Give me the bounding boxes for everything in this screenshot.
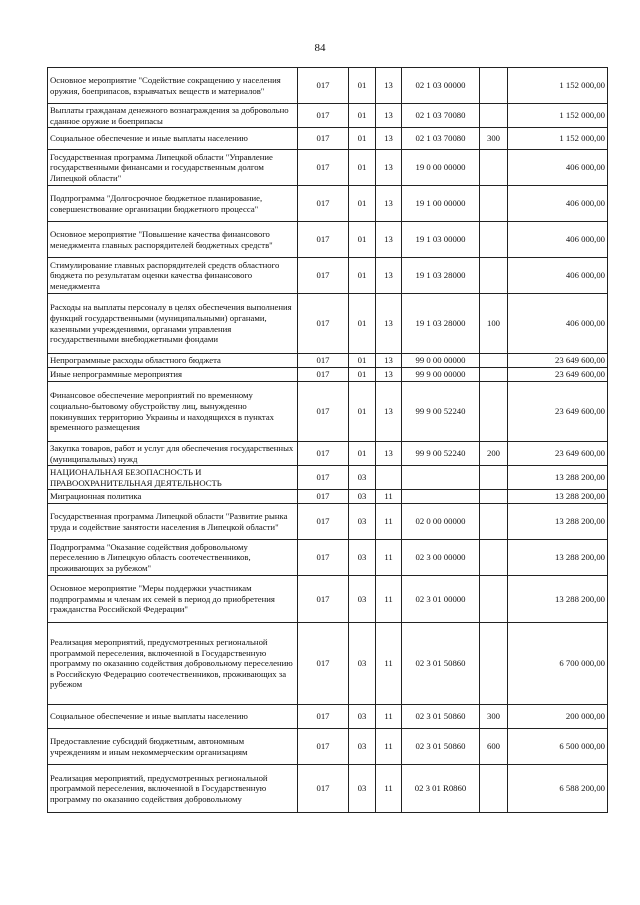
table-row bbox=[48, 540, 608, 576]
subsection-code-cell: 13 bbox=[376, 368, 402, 382]
section-code-cell: 03 bbox=[349, 705, 376, 729]
expense-name-cell: Социальное обеспечение и иные выплаты населению bbox=[48, 128, 298, 150]
ministry-code-cell: 017 bbox=[298, 729, 349, 765]
target-article-cell: 02 0 00 00000 bbox=[402, 504, 480, 540]
section-code-cell: 01 bbox=[349, 382, 376, 442]
table-body bbox=[48, 68, 608, 813]
target-article-cell: 99 9 00 00000 bbox=[402, 368, 480, 382]
expense-type-cell bbox=[480, 540, 508, 576]
expense-type-cell: 300 bbox=[480, 705, 508, 729]
table-row bbox=[48, 504, 608, 540]
target-article-cell: 02 3 01 00000 bbox=[402, 576, 480, 623]
table-row bbox=[48, 466, 608, 490]
subsection-code-cell: 11 bbox=[376, 765, 402, 813]
target-article-cell: 99 9 00 52240 bbox=[402, 442, 480, 466]
ministry-code-cell: 017 bbox=[298, 354, 349, 368]
target-article-cell: 02 3 01 50860 bbox=[402, 705, 480, 729]
expense-type-cell bbox=[480, 765, 508, 813]
expense-name-cell: Подпрограмма "Оказание содействия добровольному переселению в Липецкую область соотечественников, проживающих за рубежом" bbox=[48, 540, 298, 576]
section-code-cell: 03 bbox=[349, 729, 376, 765]
target-article-cell: 19 1 03 28000 bbox=[402, 294, 480, 354]
ministry-code-cell: 017 bbox=[298, 258, 349, 294]
section-code-cell: 01 bbox=[349, 128, 376, 150]
section-code-cell: 03 bbox=[349, 576, 376, 623]
expense-type-cell bbox=[480, 104, 508, 128]
table-row bbox=[48, 68, 608, 104]
target-article-cell: 19 0 00 00000 bbox=[402, 150, 480, 186]
section-code-cell: 03 bbox=[349, 504, 376, 540]
amount-cell: 406 000,00 bbox=[508, 222, 608, 258]
expense-type-cell bbox=[480, 466, 508, 490]
subsection-code-cell: 13 bbox=[376, 354, 402, 368]
amount-cell: 6 588 200,00 bbox=[508, 765, 608, 813]
amount-cell: 23 649 600,00 bbox=[508, 354, 608, 368]
expense-type-cell bbox=[480, 150, 508, 186]
target-article-cell: 02 1 03 70080 bbox=[402, 104, 480, 128]
table-row bbox=[48, 128, 608, 150]
section-code-cell: 03 bbox=[349, 466, 376, 490]
table-row bbox=[48, 729, 608, 765]
section-code-cell: 01 bbox=[349, 258, 376, 294]
expense-type-cell bbox=[480, 382, 508, 442]
ministry-code-cell: 017 bbox=[298, 765, 349, 813]
table-row bbox=[48, 150, 608, 186]
amount-cell: 200 000,00 bbox=[508, 705, 608, 729]
table-row bbox=[48, 705, 608, 729]
table-row bbox=[48, 294, 608, 354]
expense-type-cell bbox=[480, 186, 508, 222]
amount-cell: 406 000,00 bbox=[508, 258, 608, 294]
section-code-cell: 01 bbox=[349, 186, 376, 222]
expense-type-cell bbox=[480, 490, 508, 504]
subsection-code-cell: 13 bbox=[376, 294, 402, 354]
amount-cell: 1 152 000,00 bbox=[508, 104, 608, 128]
amount-cell: 406 000,00 bbox=[508, 186, 608, 222]
table-row bbox=[48, 258, 608, 294]
ministry-code-cell: 017 bbox=[298, 294, 349, 354]
ministry-code-cell: 017 bbox=[298, 466, 349, 490]
expense-type-cell bbox=[480, 623, 508, 705]
amount-cell: 13 288 200,00 bbox=[508, 466, 608, 490]
target-article-cell: 02 3 01 R0860 bbox=[402, 765, 480, 813]
target-article-cell: 99 0 00 00000 bbox=[402, 354, 480, 368]
expense-name-cell: Реализация мероприятий, предусмотренных региональной программой переселения, включенной в Государственную программу по оказанию содействия добровольному bbox=[48, 765, 298, 813]
ministry-code-cell: 017 bbox=[298, 705, 349, 729]
subsection-code-cell: 11 bbox=[376, 623, 402, 705]
target-article-cell bbox=[402, 490, 480, 504]
expense-name-cell: Основное мероприятие "Содействие сокращению у населения оружия, боеприпасов, взрывчатых веществ и материалов" bbox=[48, 68, 298, 104]
subsection-code-cell: 13 bbox=[376, 104, 402, 128]
ministry-code-cell: 017 bbox=[298, 186, 349, 222]
page-number: 84 bbox=[314, 42, 326, 54]
subsection-code-cell: 13 bbox=[376, 150, 402, 186]
amount-cell: 406 000,00 bbox=[508, 294, 608, 354]
section-code-cell: 01 bbox=[349, 442, 376, 466]
subsection-code-cell: 11 bbox=[376, 490, 402, 504]
expense-name-cell: Непрограммные расходы областного бюджета bbox=[48, 354, 298, 368]
subsection-code-cell: 11 bbox=[376, 729, 402, 765]
expense-name-cell: Социальное обеспечение и иные выплаты населению bbox=[48, 705, 298, 729]
expense-name-cell: НАЦИОНАЛЬНАЯ БЕЗОПАСНОСТЬ И ПРАВООХРАНИТЕЛЬНАЯ ДЕЯТЕЛЬНОСТЬ bbox=[48, 466, 298, 490]
target-article-cell: 02 3 00 00000 bbox=[402, 540, 480, 576]
expense-name-cell: Выплаты гражданам денежного вознаграждения за добровольно сданное оружие и боеприпасы bbox=[48, 104, 298, 128]
expense-type-cell bbox=[480, 354, 508, 368]
table-row bbox=[48, 382, 608, 442]
table-row bbox=[48, 354, 608, 368]
table-row bbox=[48, 186, 608, 222]
expense-type-cell bbox=[480, 368, 508, 382]
ministry-code-cell: 017 bbox=[298, 382, 349, 442]
expense-name-cell: Основное мероприятие "Меры поддержки участникам подпрограммы и членам их семей в период до приобретения гражданства Российской Федерации" bbox=[48, 576, 298, 623]
table-row bbox=[48, 222, 608, 258]
expense-name-cell: Государственная программа Липецкой области "Управление государственными финансами и государственным долгом Липецкой области" bbox=[48, 150, 298, 186]
amount-cell: 13 288 200,00 bbox=[508, 504, 608, 540]
expense-type-cell: 100 bbox=[480, 294, 508, 354]
table-row bbox=[48, 368, 608, 382]
amount-cell: 23 649 600,00 bbox=[508, 368, 608, 382]
subsection-code-cell: 13 bbox=[376, 68, 402, 104]
expense-type-cell bbox=[480, 576, 508, 623]
amount-cell: 6 500 000,00 bbox=[508, 729, 608, 765]
amount-cell: 13 288 200,00 bbox=[508, 490, 608, 504]
amount-cell: 6 700 000,00 bbox=[508, 623, 608, 705]
ministry-code-cell: 017 bbox=[298, 104, 349, 128]
amount-cell: 1 152 000,00 bbox=[508, 68, 608, 104]
subsection-code-cell: 13 bbox=[376, 382, 402, 442]
amount-cell: 23 649 600,00 bbox=[508, 382, 608, 442]
ministry-code-cell: 017 bbox=[298, 442, 349, 466]
amount-cell: 1 152 000,00 bbox=[508, 128, 608, 150]
ministry-code-cell: 017 bbox=[298, 222, 349, 258]
target-article-cell: 99 9 00 52240 bbox=[402, 382, 480, 442]
target-article-cell: 02 3 01 50860 bbox=[402, 729, 480, 765]
table-row bbox=[48, 442, 608, 466]
ministry-code-cell: 017 bbox=[298, 128, 349, 150]
budget-table bbox=[47, 67, 608, 813]
section-code-cell: 01 bbox=[349, 104, 376, 128]
section-code-cell: 01 bbox=[349, 68, 376, 104]
table-row bbox=[48, 623, 608, 705]
subsection-code-cell: 11 bbox=[376, 705, 402, 729]
expense-type-cell: 200 bbox=[480, 442, 508, 466]
subsection-code-cell bbox=[376, 466, 402, 490]
table-row bbox=[48, 576, 608, 623]
expense-name-cell: Реализация мероприятий, предусмотренных региональной программой переселения, включенной в Государственную программу по оказанию содействия добровольному переселению в Российскую Федерацию соотечественников, проживающих за рубежом bbox=[48, 623, 298, 705]
section-code-cell: 03 bbox=[349, 765, 376, 813]
subsection-code-cell: 11 bbox=[376, 504, 402, 540]
expense-name-cell: Основное мероприятие "Повышение качества финансового менеджмента главных распорядителей бюджетных средств" bbox=[48, 222, 298, 258]
ministry-code-cell: 017 bbox=[298, 68, 349, 104]
section-code-cell: 01 bbox=[349, 368, 376, 382]
subsection-code-cell: 13 bbox=[376, 186, 402, 222]
ministry-code-cell: 017 bbox=[298, 540, 349, 576]
subsection-code-cell: 13 bbox=[376, 128, 402, 150]
expense-name-cell: Подпрограмма "Долгосрочное бюджетное планирование, совершенствование организации бюджетного процесса" bbox=[48, 186, 298, 222]
expense-name-cell: Иные непрограммные мероприятия bbox=[48, 368, 298, 382]
section-code-cell: 03 bbox=[349, 540, 376, 576]
section-code-cell: 03 bbox=[349, 490, 376, 504]
expense-name-cell: Миграционная политика bbox=[48, 490, 298, 504]
section-code-cell: 01 bbox=[349, 222, 376, 258]
amount-cell: 23 649 600,00 bbox=[508, 442, 608, 466]
expense-name-cell: Предоставление субсидий бюджетным, автономным учреждениям и иным некоммерческим организациям bbox=[48, 729, 298, 765]
table-row bbox=[48, 104, 608, 128]
section-code-cell: 01 bbox=[349, 354, 376, 368]
amount-cell: 13 288 200,00 bbox=[508, 540, 608, 576]
target-article-cell: 19 1 03 28000 bbox=[402, 258, 480, 294]
subsection-code-cell: 11 bbox=[376, 576, 402, 623]
expense-name-cell: Финансовое обеспечение мероприятий по временному социально-бытовому обустройству лиц, вынужденно покинувших территорию Украины и находящихся в пунктах временного размещения bbox=[48, 382, 298, 442]
expense-name-cell: Государственная программа Липецкой области "Развитие рынка труда и содействие занятости населения в Липецкой области" bbox=[48, 504, 298, 540]
ministry-code-cell: 017 bbox=[298, 504, 349, 540]
target-article-cell: 19 1 00 00000 bbox=[402, 186, 480, 222]
target-article-cell: 02 1 03 00000 bbox=[402, 68, 480, 104]
expense-type-cell: 600 bbox=[480, 729, 508, 765]
ministry-code-cell: 017 bbox=[298, 623, 349, 705]
expense-name-cell: Стимулирование главных распорядителей средств областного бюджета по результатам оценки качества финансового менеджмента bbox=[48, 258, 298, 294]
expense-type-cell bbox=[480, 222, 508, 258]
section-code-cell: 01 bbox=[349, 294, 376, 354]
subsection-code-cell: 11 bbox=[376, 540, 402, 576]
target-article-cell: 19 1 03 00000 bbox=[402, 222, 480, 258]
target-article-cell bbox=[402, 466, 480, 490]
expense-name-cell: Закупка товаров, работ и услуг для обеспечения государственных (муниципальных) нужд bbox=[48, 442, 298, 466]
target-article-cell: 02 1 03 70080 bbox=[402, 128, 480, 150]
amount-cell: 406 000,00 bbox=[508, 150, 608, 186]
section-code-cell: 03 bbox=[349, 623, 376, 705]
ministry-code-cell: 017 bbox=[298, 490, 349, 504]
target-article-cell: 02 3 01 50860 bbox=[402, 623, 480, 705]
expense-type-cell bbox=[480, 258, 508, 294]
ministry-code-cell: 017 bbox=[298, 576, 349, 623]
subsection-code-cell: 13 bbox=[376, 442, 402, 466]
table-row bbox=[48, 765, 608, 813]
expense-type-cell bbox=[480, 504, 508, 540]
ministry-code-cell: 017 bbox=[298, 150, 349, 186]
expense-type-cell bbox=[480, 68, 508, 104]
subsection-code-cell: 13 bbox=[376, 222, 402, 258]
table-row bbox=[48, 490, 608, 504]
expense-name-cell: Расходы на выплаты персоналу в целях обеспечения выполнения функций государственными (муниципальными) органами, казенными учреждениями, органами управления государственными внебюджетными фондами bbox=[48, 294, 298, 354]
ministry-code-cell: 017 bbox=[298, 368, 349, 382]
section-code-cell: 01 bbox=[349, 150, 376, 186]
expense-type-cell: 300 bbox=[480, 128, 508, 150]
subsection-code-cell: 13 bbox=[376, 258, 402, 294]
amount-cell: 13 288 200,00 bbox=[508, 576, 608, 623]
